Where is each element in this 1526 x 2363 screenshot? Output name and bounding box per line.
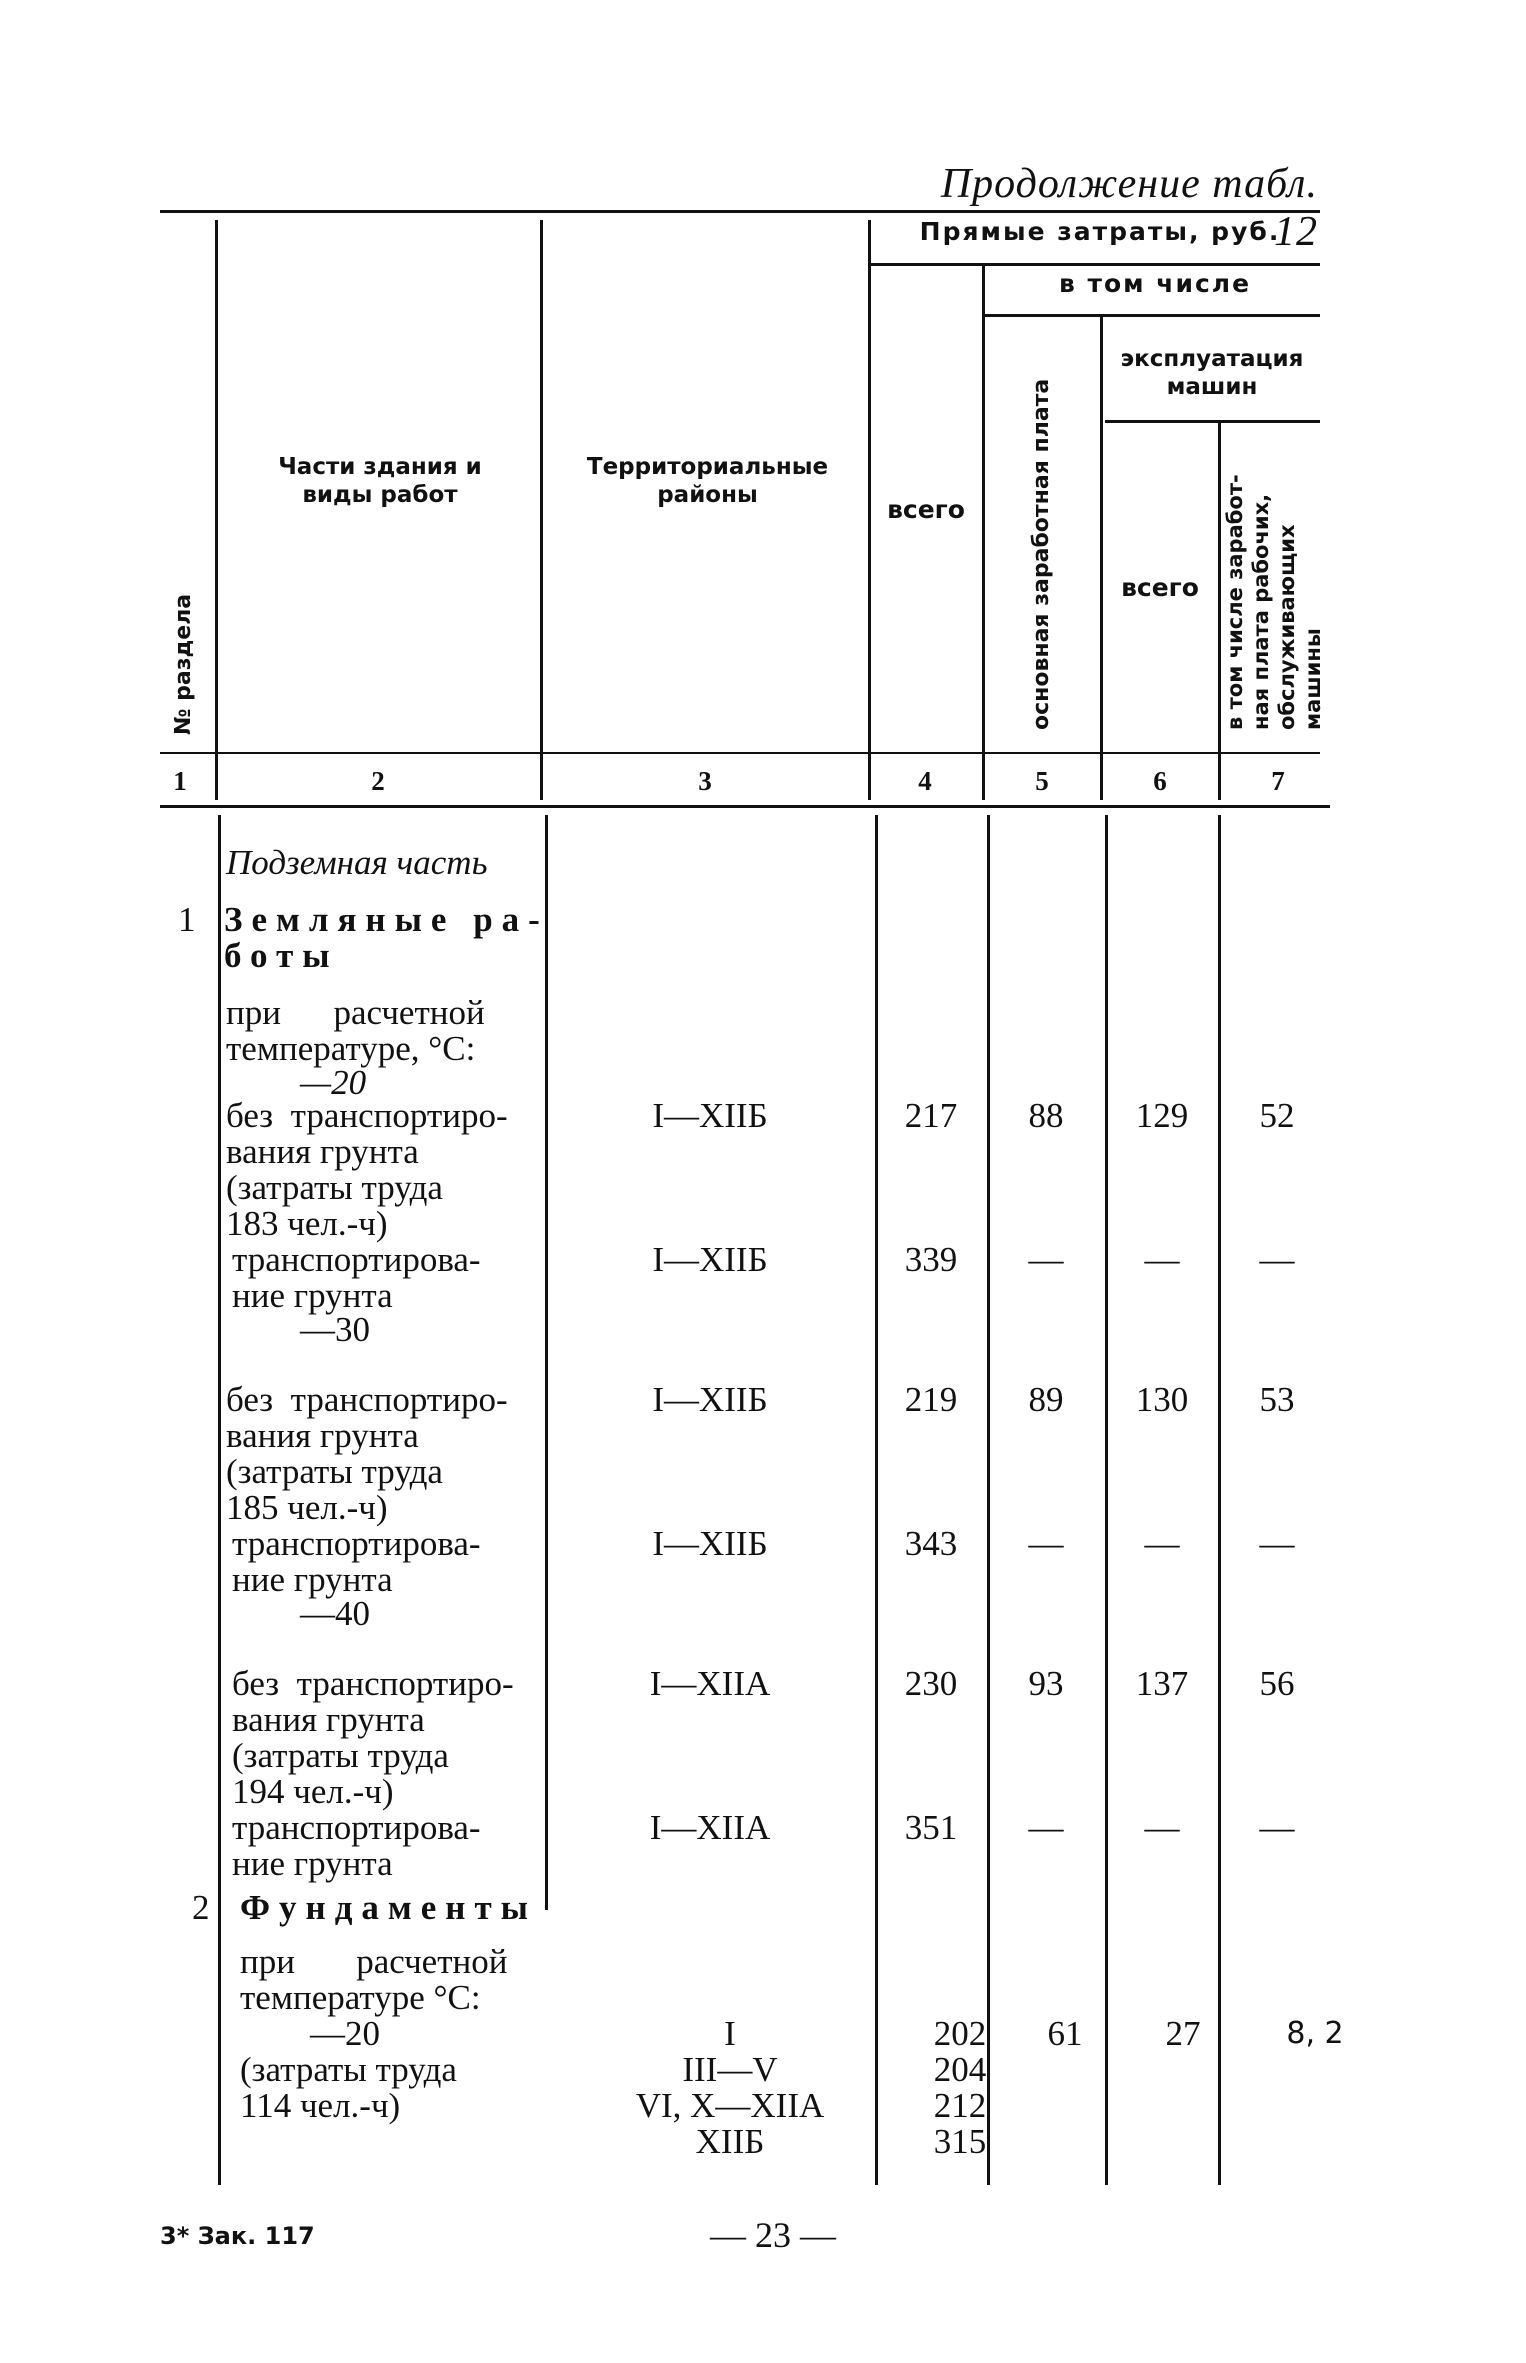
total-cost: 230	[904, 1664, 958, 1703]
machine-wages: 52	[1259, 1096, 1295, 1135]
header-machine-wages-l3: обслуживающих	[1275, 524, 1299, 730]
footer-order-number: 3* Зак. 117	[160, 2222, 315, 2250]
temperature-label: температуре °С:	[240, 1978, 481, 2017]
column-number: 6	[1153, 766, 1167, 796]
section-title-foundations: Фундаменты	[240, 1888, 537, 1927]
column-number: 7	[1271, 766, 1285, 796]
basic-wages: —	[1028, 1240, 1064, 1279]
work-description: (затраты труда	[240, 2050, 457, 2089]
work-description: 114 чел.-ч)	[240, 2086, 401, 2125]
temperature-value: —20	[310, 2014, 380, 2053]
work-description: 183 чел.-ч)	[226, 1204, 388, 1243]
machine-total: —	[1144, 1240, 1180, 1279]
machine-wages: 53	[1259, 1380, 1295, 1419]
region: I—XIIБ	[652, 1524, 768, 1563]
work-description: (затраты труда	[232, 1736, 449, 1775]
total-cost: 212	[933, 2086, 987, 2125]
temperature-label: температуре, °С:	[226, 1029, 476, 1068]
total-cost: 315	[933, 2122, 987, 2161]
col-divider-3	[868, 220, 871, 800]
section-number: 2	[192, 1888, 210, 1927]
header-parts-and-works: Части здания и виды работ	[278, 454, 482, 508]
column-number: 1	[173, 766, 187, 796]
table-continuation-label: Продолжение табл. 12	[940, 161, 1318, 255]
basic-wages: —	[1028, 1808, 1064, 1847]
machine-total: 129	[1135, 1096, 1189, 1135]
section-title-earthworks: боты	[224, 936, 339, 975]
table-top-rule	[160, 210, 1320, 213]
total-cost: 351	[904, 1808, 958, 1847]
work-description: ние грунта	[232, 1844, 393, 1883]
work-description: без транспортиро-	[226, 1380, 508, 1419]
machine-wages: —	[1259, 1524, 1295, 1563]
column-number: 3	[698, 766, 712, 796]
body-col-divider-2	[545, 815, 548, 1910]
col-divider-5	[1100, 316, 1103, 800]
header-machine-total: всего	[1121, 573, 1199, 602]
work-description: транспортирова-	[232, 1808, 481, 1847]
header-direct-costs: Прямые затраты, руб.	[919, 217, 1281, 246]
column-number: 4	[918, 766, 932, 796]
temperature-label: при расчетной	[226, 993, 485, 1032]
header-machine-wages-l4: машины	[1301, 628, 1325, 730]
total-cost: 339	[904, 1240, 958, 1279]
header-bottom-rule	[160, 752, 1320, 754]
header-machine-wages-l1: в том числе заработ-	[1223, 474, 1247, 730]
body-col-divider-4	[987, 815, 990, 2185]
body-col-divider-1	[218, 815, 221, 2185]
region: I—XIIА	[649, 1664, 771, 1703]
total-cost: 204	[933, 2050, 987, 2089]
machine-total: 137	[1135, 1664, 1189, 1703]
work-description: без транспортиро-	[226, 1096, 508, 1135]
including-rule	[985, 314, 1320, 317]
column-number: 2	[371, 766, 385, 796]
region: I	[724, 2014, 736, 2053]
work-description: без транспортиро-	[232, 1664, 514, 1703]
col-divider-1	[215, 220, 218, 800]
machine-total: —	[1144, 1808, 1180, 1847]
temperature-label: при расчетной	[240, 1942, 508, 1981]
region: XIIБ	[695, 2122, 765, 2161]
header-total: всего	[887, 495, 965, 524]
header-basic-wages: основная заработная плата	[1029, 378, 1054, 730]
direct-costs-rule	[870, 263, 1320, 266]
total-cost: 219	[904, 1380, 958, 1419]
region: I—XIIБ	[652, 1380, 768, 1419]
basic-wages: 88	[1028, 1096, 1064, 1135]
basic-wages: 89	[1028, 1380, 1064, 1419]
total-cost: 202	[933, 2014, 987, 2053]
header-territorial-regions: Территориальные районы	[586, 454, 829, 508]
machine-operation-rule	[1105, 420, 1320, 423]
machine-wages: 8, 2	[1286, 2016, 1344, 2051]
header-machine-operation: эксплуатация машин	[1120, 346, 1304, 400]
region: III—V	[682, 2050, 778, 2089]
work-description: (затраты труда	[226, 1168, 443, 1207]
col-divider-6	[1218, 422, 1221, 800]
colnum-bottom-rule	[160, 805, 1330, 808]
region: I—XIIБ	[652, 1096, 768, 1135]
section-number: 1	[178, 900, 196, 939]
work-description: транспортирова-	[232, 1524, 481, 1563]
work-description: ние грунта	[232, 1560, 393, 1599]
machine-wages: 56	[1259, 1664, 1295, 1703]
work-description: вания грунта	[226, 1416, 419, 1455]
body-col-divider-3	[875, 815, 878, 2185]
basic-wages: 93	[1028, 1664, 1064, 1703]
basic-wages: 61	[1047, 2014, 1083, 2053]
page-number: — 23 —	[710, 2215, 836, 2255]
work-description: (затраты труда	[226, 1452, 443, 1491]
section-title: Подземная часть	[226, 843, 488, 882]
total-cost: 343	[904, 1524, 958, 1563]
machine-wages: —	[1259, 1808, 1295, 1847]
col-divider-4	[982, 265, 985, 800]
body-col-divider-5	[1105, 815, 1108, 2185]
temperature-value: —20	[300, 1063, 367, 1102]
header-section-number: № раздела	[171, 593, 196, 735]
region: VI, X—XIIA	[635, 2086, 825, 2125]
machine-total: —	[1144, 1524, 1180, 1563]
temperature-value: —40	[300, 1594, 370, 1633]
header-including: в том числе	[1058, 269, 1252, 298]
machine-wages: —	[1259, 1240, 1295, 1279]
region: I—XIIБ	[652, 1240, 768, 1279]
total-cost: 217	[904, 1096, 958, 1135]
work-description: 194 чел.-ч)	[232, 1772, 394, 1811]
basic-wages: —	[1028, 1524, 1064, 1563]
header-machine-wages-l2: ная плата рабочих,	[1249, 493, 1273, 730]
work-description: вания грунта	[226, 1132, 419, 1171]
work-description: транспортирова-	[232, 1240, 481, 1279]
section-title-earthworks: Земляные ра-	[224, 900, 549, 939]
work-description: 185 чел.-ч)	[226, 1488, 388, 1527]
work-description: вания грунта	[232, 1700, 425, 1739]
column-number: 5	[1035, 766, 1049, 796]
col-divider-2	[540, 220, 543, 800]
temperature-value: —30	[300, 1310, 370, 1349]
body-col-divider-6	[1218, 815, 1221, 2185]
machine-total: 130	[1135, 1380, 1189, 1419]
machine-total: 27	[1165, 2014, 1201, 2053]
region: I—XIIА	[649, 1808, 771, 1847]
work-description: ние грунта	[232, 1276, 393, 1315]
